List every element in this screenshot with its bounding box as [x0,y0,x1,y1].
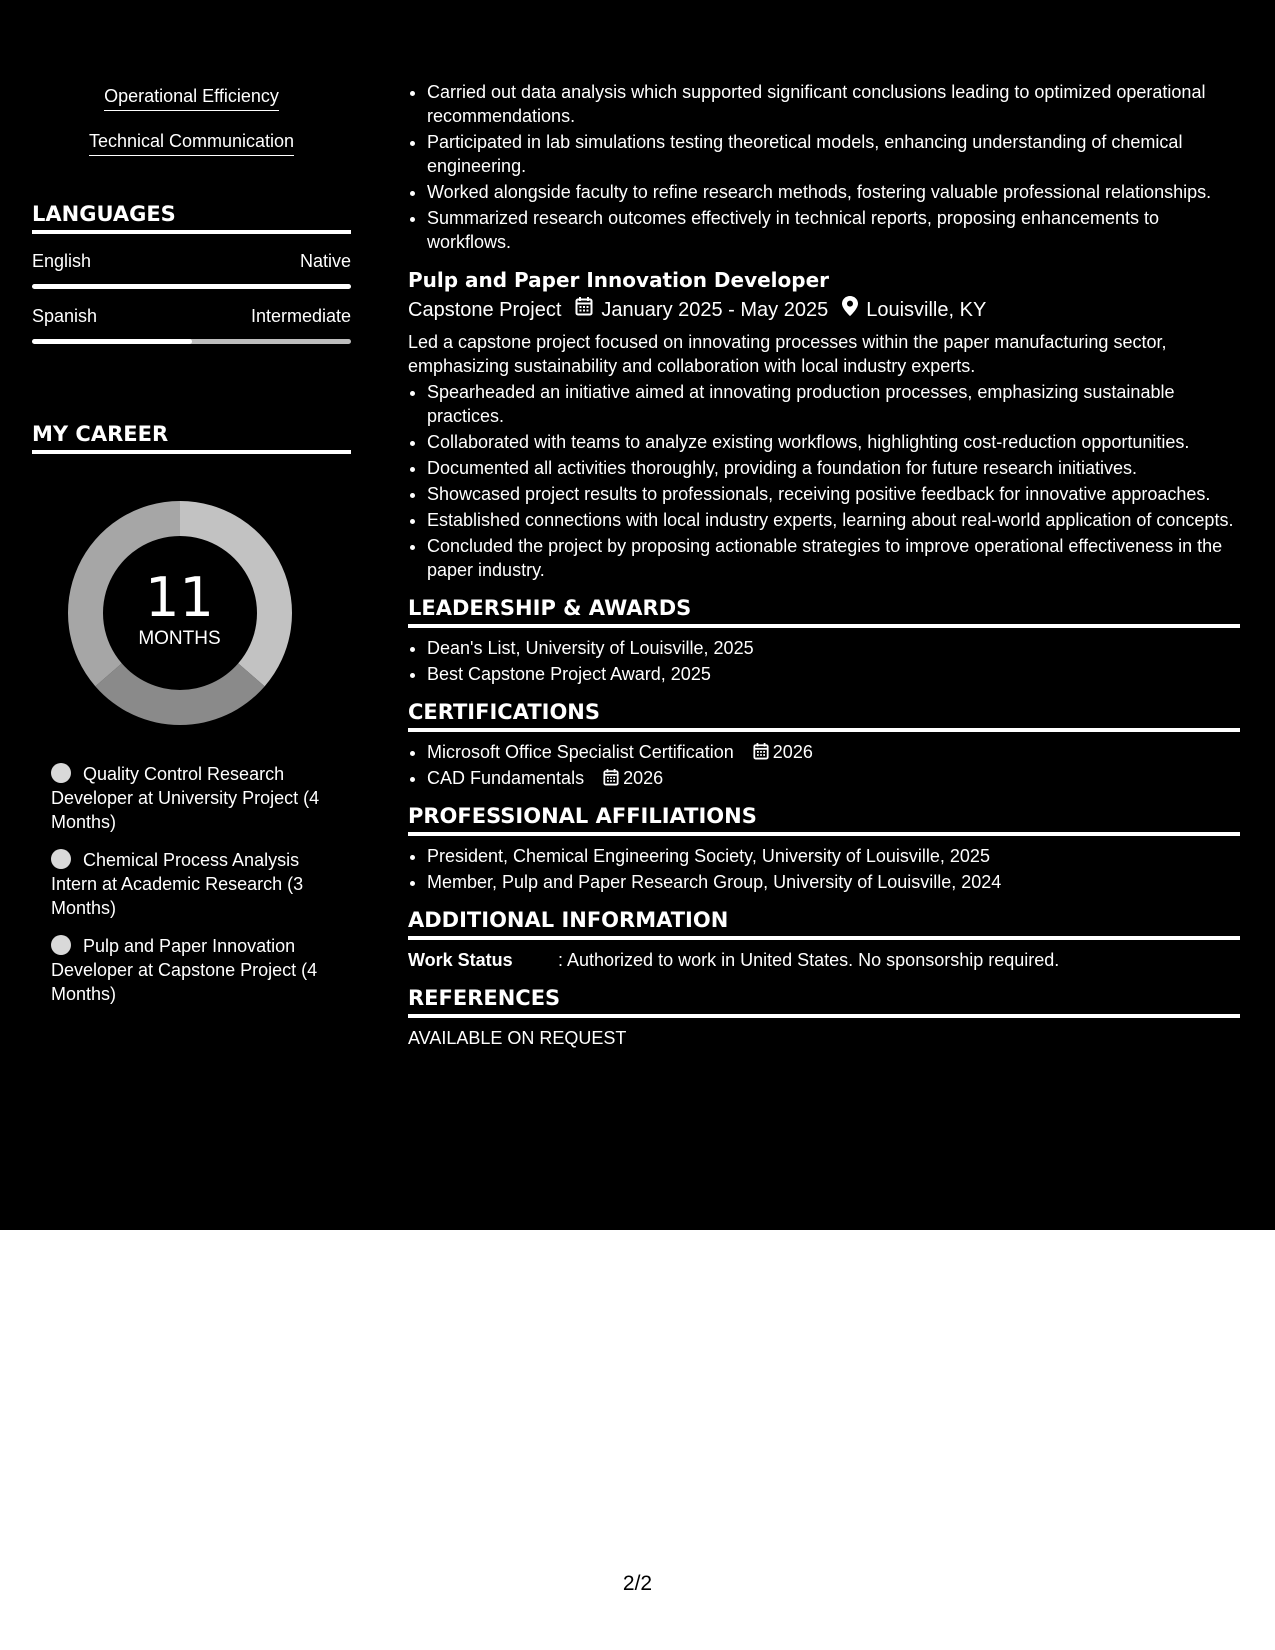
job-bullets [408,380,1240,582]
job-title: Pulp and Paper Innovation Developer [408,268,830,292]
skill-item: Technical Communication [32,129,351,156]
job-company: Capstone Project [408,299,562,321]
list-item: • Worked alongside faculty to refine research methods, fostering valuable professional relationships. [427,180,1240,204]
career-title: MY CAREER [32,420,351,454]
certification-name: Microsoft Office Specialist Certification [427,742,734,762]
work-status-value: : Authorized to work in United States. No sponsorship required. [558,950,1060,970]
job-description: Led a capstone project focused on innovating processes within the paper manufacturing sector, emphasizing sustainability and collaboration with local industry experts. [408,332,1167,376]
bullet-dot-icon [51,849,71,869]
list-item: • Summarized research outcomes effectively in technical reports, proposing enhancements to workflows. [427,206,1240,254]
language-bar-fill [32,339,192,344]
job-location: Louisville, KY [866,299,987,321]
list-item: • Participated in lab simulations testing theoretical models, enhancing understanding of chemical engineering. [427,130,1240,178]
career-list [32,762,341,1006]
calendar-icon [575,296,593,324]
career-total-value: 11 [145,566,214,629]
certification-year: 2026 [772,742,813,762]
language-bar-fill [32,284,351,289]
certification-name: CAD Fundamentals [427,768,585,788]
references-text: AVAILABLE ON REQUEST [408,1028,627,1048]
page-number: 2/2 [622,1572,653,1595]
additional-info-title: ADDITIONAL INFORMATION [408,906,1240,940]
language-level: Native [299,251,351,271]
language-bar [32,339,351,344]
list-item [427,766,1240,790]
certification-year: 2026 [623,768,664,788]
leadership-list [408,636,1240,686]
certifications-title: CERTIFICATIONS [408,698,1240,732]
calendar-icon [603,766,623,790]
work-status-row [408,948,1240,972]
right-column [408,80,1240,1050]
list-item: • President, Chemical Engineering Society, University of Louisville, 2025 [427,844,1240,868]
language-entry-english [32,250,351,289]
job-meta [408,296,1240,324]
language-entry-spanish [32,305,351,344]
list-item: • Best Capstone Project Award, 2025 [427,662,1240,686]
career-item: Quality Control Research Developer at University Project (4 Months) [51,764,320,832]
list-item [427,740,1240,764]
bullet-dot-icon [51,935,71,955]
list-item: • Carried out data analysis which supported significant conclusions leading to optimized operational recommendations. [427,80,1240,128]
certifications-list [408,740,1240,790]
affiliations-list [408,844,1240,894]
calendar-icon [753,740,773,764]
list-item: • Concluded the project by proposing actionable strategies to improve operational effectiveness in the paper industry. [427,534,1240,582]
language-name: Spanish [32,306,98,326]
languages-title: LANGUAGES [32,200,351,234]
affiliations-title: PROFESSIONAL AFFILIATIONS [408,802,1240,836]
list-item: • Established connections with local industry experts, learning about real-world application of concepts. [427,508,1240,532]
list-item: • Showcased project results to professionals, receiving positive feedback for innovative approaches. [427,482,1240,506]
work-status-label: Work Status [408,950,513,970]
language-level: Intermediate [250,306,351,326]
language-bar [32,284,351,289]
job-dates: January 2025 - May 2025 [601,299,829,321]
list-item: • Collaborated with teams to analyze existing workflows, highlighting cost-reduction opportunities. [427,430,1240,454]
career-donut [67,500,293,726]
skill-item: Operational Efficiency [32,84,351,111]
list-item: • Spearheaded an initiative aimed at innovating production processes, emphasizing sustainable practices. [427,380,1240,428]
language-name: English [32,251,92,271]
left-column [32,84,351,1020]
bullet-dot-icon [51,763,71,783]
list-item: • Member, Pulp and Paper Research Group, University of Louisville, 2024 [427,870,1240,894]
career-total-unit: MONTHS [138,628,221,649]
career-item: Pulp and Paper Innovation Developer at Capstone Project (4 Months) [51,936,318,1004]
list-item: • Documented all activities thoroughly, providing a foundation for future research initiatives. [427,456,1240,480]
references-title: REFERENCES [408,984,1240,1018]
career-item: Chemical Process Analysis Intern at Academic Research (3 Months) [51,850,304,918]
leadership-title: LEADERSHIP & AWARDS [408,594,1240,628]
list-item: • Dean's List, University of Louisville, 2025 [427,636,1240,660]
previous-job-bullets [408,80,1240,254]
map-pin-icon [842,296,858,324]
